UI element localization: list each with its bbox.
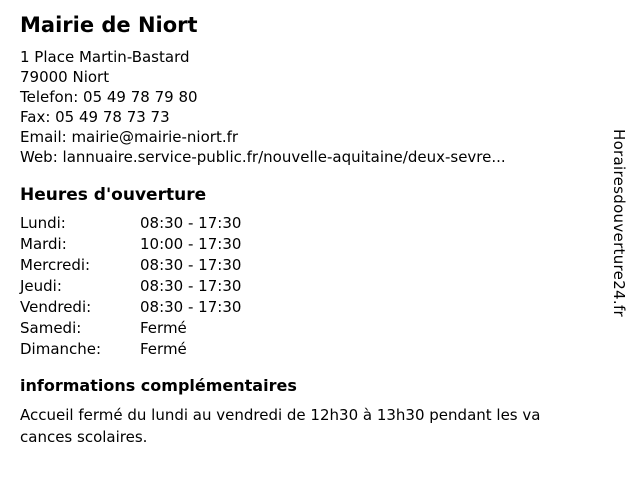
address-line-2: 79000 Niort [20,68,110,86]
time-value: Fermé [140,319,187,337]
main-content [20,12,600,448]
opening-hours-heading: Heures d'ouverture [20,185,207,205]
day-label: Dimanche: [20,340,102,358]
hours-row-saturday [20,318,600,339]
hours-row-wednesday [20,255,600,276]
day-label: Samedi: [20,319,82,337]
time-value: 08:30 - 17:30 [140,214,242,232]
day-label: Mercredi: [20,256,91,274]
time-value: 08:30 - 17:30 [140,256,242,274]
time-value: 08:30 - 17:30 [140,277,242,295]
time-value: Fermé [140,340,187,358]
web-line: Web: lannuaire.service-public.fr/nouvelle-aquitaine/deux-sevre... [20,148,506,166]
time-value: 10:00 - 17:30 [140,235,242,253]
day-label: Jeudi: [20,277,62,295]
info-line-2: cances scolaires. [20,428,148,446]
email-line: Email: mairie@mairie-niort.fr [20,128,239,146]
time-value: 08:30 - 17:30 [140,298,242,316]
phone-line: Telefon: 05 49 78 79 80 [20,88,198,106]
hours-row-friday [20,297,600,318]
site-watermark: Horairesdouverture24.fr [610,129,628,317]
opening-hours-table [20,213,600,360]
hours-row-tuesday [20,234,600,255]
day-label: Mardi: [20,235,67,253]
hours-row-thursday [20,276,600,297]
page-title: Mairie de Niort [20,13,198,37]
additional-info-text [20,404,600,448]
hours-row-monday [20,213,600,234]
contact-block [20,47,600,167]
fax-line: Fax: 05 49 78 73 73 [20,108,170,126]
additional-info-heading: informations complémentaires [20,376,297,395]
address-line-1: 1 Place Martin-Bastard [20,48,190,66]
hours-row-sunday [20,339,600,360]
day-label: Lundi: [20,214,66,232]
day-label: Vendredi: [20,298,92,316]
info-line-1: Accueil fermé du lundi au vendredi de 12h30 à 13h30 pendant les va [20,406,541,424]
